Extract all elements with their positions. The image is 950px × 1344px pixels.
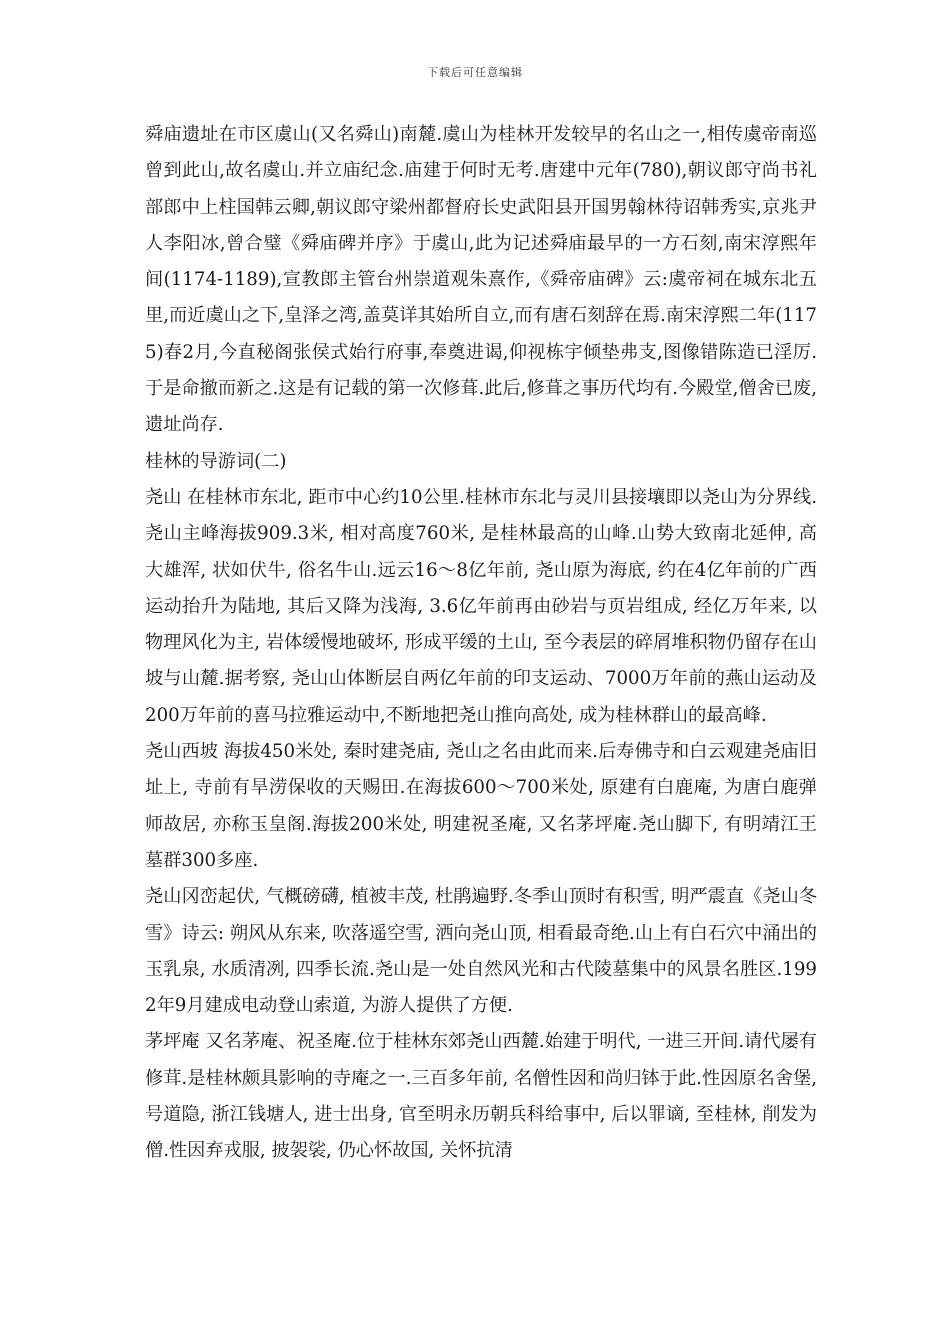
paragraph-yaoshan-scenery: 尧山冈峦起伏, 气概磅礴, 植被丰茂, 杜鹃遍野.冬季山顶时有积雪, 明严震直《尧山冬雪》诗云: 朔风从东来, 吹落遥空雪, 洒向尧山顶, 相看最奇绝.山上有白石穴中涌出的玉乳泉, 水质清冽, 四季长流.尧山是一处自然风光和古代陵墓集中的风景名胜区.1992年9月建成电动登山索道, 为游人提供了方便.: [145, 886, 817, 1017]
page-header-note: 下载后可任意编辑: [427, 66, 523, 79]
paragraph-shun-temple: 舜庙遗址在市区虞山(又名舜山)南麓.虞山为桂林开发较早的名山之一,相传虞帝南巡曾到此山,故名虞山.并立庙纪念.庙建于何时无考.唐建中元年(780),朝议郎守尚书礼部郎中上柱国韩云卿,朝议郎守梁州都督府长史武阳县开国男翰林待诏韩秀实,京兆尹人李阳冰,曾合璧《舜庙碑并序》于虞山,此为记述舜庙最早的一方石刻,南宋淳熙年间(1174-1189),宣教郎主管台州崇道观朱熹作,《舜帝庙碑》云:虞帝祠在城东北五里,而近虞山之下,皇泽之湾,盖莫详其始所自立,而有唐石刻辞在焉.南宋淳熙二年(1175)春2月,今直秘阁张侯式始行府事,奉奠进谒,仰视栋宇倾垫弗支,图像错陈造已淫厉. 于是命撤而新之.这是有记载的第一次修葺.此后,修葺之事历代均有.今殿堂,僧舍已废,遗址尚存.: [145, 124, 817, 436]
document-body: [145, 117, 817, 1170]
paragraph-yaoshan: 尧山 在桂林市东北, 距市中心约10公里.桂林市东北与灵川县接壤即以尧山为分界线.尧山主峰海拔909.3米, 相对高度760米, 是桂林最高的山峰.山势大致南北延伸, 高大雄浑, 状如伏牛, 俗名牛山.远云16～8亿年前, 尧山原为海底, 约在4亿年前的广西运动抬升为陆地, 其后又降为浅海, 3.6亿年前再由砂岩与页岩组成, 经亿万年来, 以物理风化为主, 岩体缓慢地破坏, 形成平缓的土山, 至今表层的碎屑堆积物仍留存在山坡与山麓.据考察, 尧山山体断层自两亿年前的印支运动、7000万年前的燕山运动及200万年前的喜马拉雅运动中,不断地把尧山推向高处, 成为桂林群山的最高峰.: [145, 486, 817, 726]
paragraph-maoping-temple: 茅坪庵 又名茅庵、祝圣庵.位于桂林东郊尧山西麓.始建于明代, 一进三开间.请代屡有修茸.是桂林颇具影响的寺庵之一.三百多年前, 名僧性因和尚归钵于此.性因原名舍堡, 号道隐, 浙江钱塘人, 进士出身, 官至明永历朝兵科给事中, 后以罪谪, 至桂林, 削发为僧.性因弃戎服, 披袈裟, 仍心怀故国, 关怀抗清: [145, 1031, 817, 1162]
section-title: 桂林的导游词(二): [145, 450, 287, 472]
paragraph-yaoshan-west-slope: 尧山西坡 海拔450米处, 秦时建尧庙, 尧山之名由此而来.后寿佛寺和白云观建尧庙旧址上, 寺前有旱涝保收的天赐田.在海拔600～700米处, 原建有白鹿庵, 为唐白鹿弹师故居, 亦称玉皇阁.海拔200米处, 明建祝圣庵, 又名茅坪庵.尧山脚下, 有明靖江王墓群300多座.: [145, 741, 817, 871]
